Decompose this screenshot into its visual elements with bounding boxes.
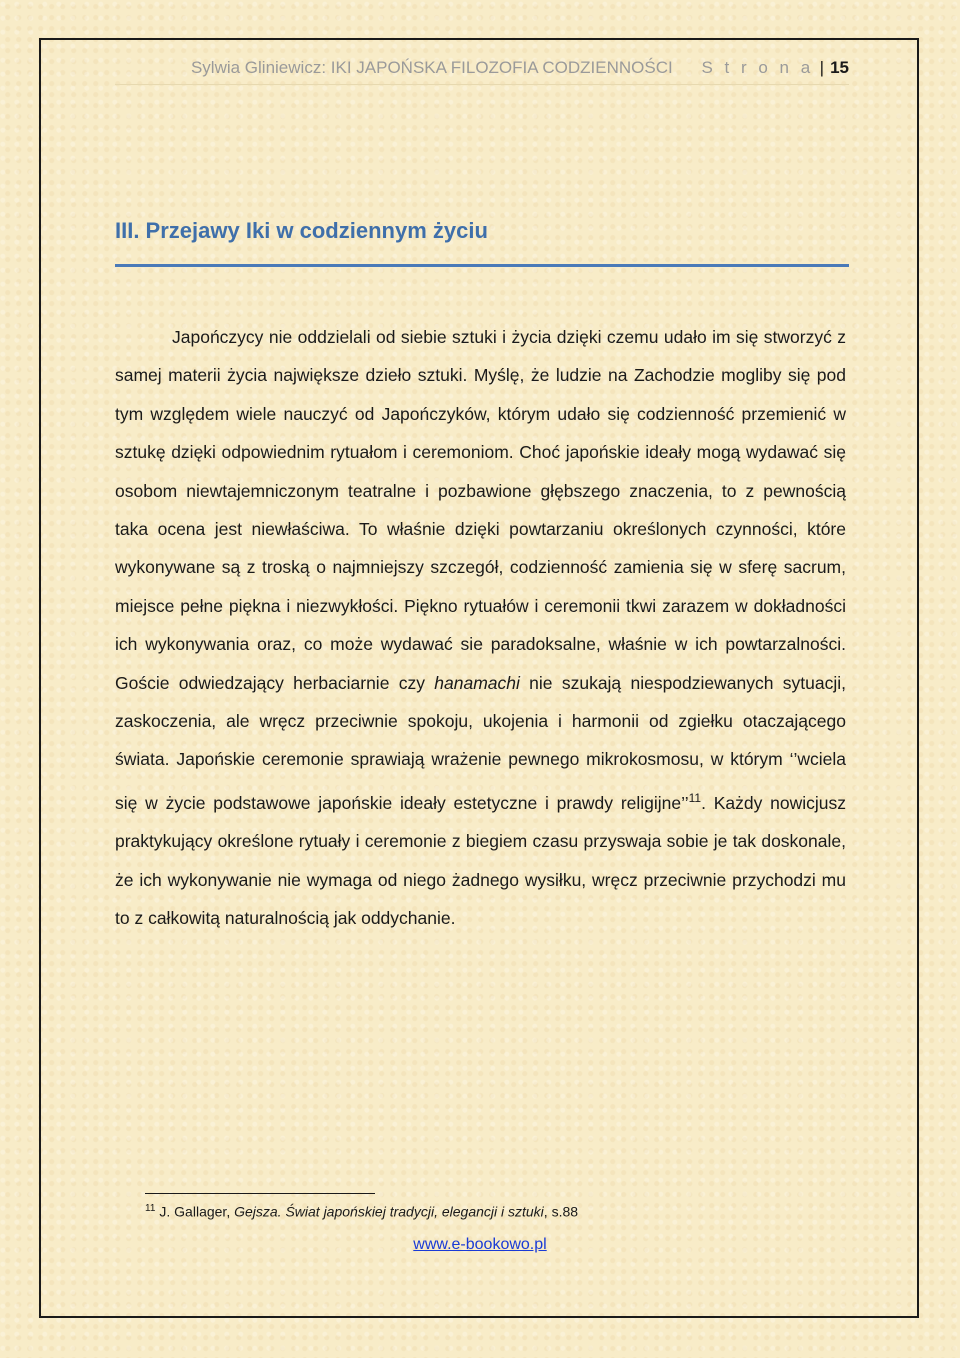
title-underline [115, 264, 849, 267]
footnote-number: 11 [145, 1203, 156, 1214]
paragraph-part-1: Japończycy nie oddzielali od siebie sztuki i życia dzięki czemu udało im się stworzyć z samej materii życia największe dzieło sztuki. Myślę, że ludzie na Zachodzie mogliby się pod tym względem wiele nauczyć od Japończyków, którym udało się codzienność przemienić w sztukę dzięki odpowiednim rytuałom i ceremoniom. Choć japońskie ideały mogą wydawać się osobom niewtajemniczonym teatralne i pozbawione głębszego znaczenia, to z pewnością taka ocena jest niewłaściwa. To właśnie dzięki powtarzaniu określonych czynności, które wykonywane są z troską o najmniejszy szczegół, codzienność zamienia się w sferę sacrum, miejsce pełne piękna i niezwykłości. Piękno rytuałów i ceremonii tkwi zarazem w dokładności ich wykonywania oraz, co może wydawać sie paradoksalne, właśnie w ich powtarzalności. Goście odwiedzający herbaciarnie czy [115, 327, 846, 693]
paragraph-part-3: . Każdy nowicjusz praktykujący określone rytuały i ceremonie z biegiem czasu przyswaja sobie je tak doskonale, że ich wykonywanie nie wymaga od niego żadnego wysiłku, wręcz przeciwnie przychodzi mu to z całkowitą naturalnością jak oddychanie. [115, 792, 847, 928]
footnote [145, 1203, 578, 1220]
italic-term: hanamachi [434, 672, 520, 693]
website-link[interactable]: www.e-bookowo.pl [413, 1236, 547, 1253]
paragraph-part-2: nie szukają niespodziewanych sytuacji, zaskoczenia, ale wręcz przeciwnie spokoju, ukojenia i harmonii od zgiełku otaczającego świata. Japońskie ceremonie sprawiają wrażenie pewnego mikrokosmosu, w którym ‘’wciela się w życie podstawowe japońskie ideały estetyczne i prawdy religijne’’ [115, 672, 846, 813]
section-title: III. Przejawy Iki w codziennym życiu [115, 218, 488, 243]
page-header [115, 58, 849, 85]
running-title: Sylwia Gliniewicz: IKI JAPOŃSKA FILOZOFIA CODZIENNOŚCI [190, 58, 673, 77]
body-paragraph [115, 318, 846, 937]
header-separator: | [819, 58, 825, 77]
footnote-book-title: Gejsza. Świat japońskiej tradycji, elegancji i sztuki [234, 1203, 544, 1220]
footnote-author: J. Gallager, [159, 1203, 235, 1220]
page-number: 15 [830, 58, 849, 77]
page-label: S t r o n a [701, 58, 814, 77]
footnote-page: , s.88 [543, 1203, 579, 1220]
footnote-reference[interactable]: 11 [688, 790, 702, 805]
footnote-divider [145, 1193, 375, 1194]
